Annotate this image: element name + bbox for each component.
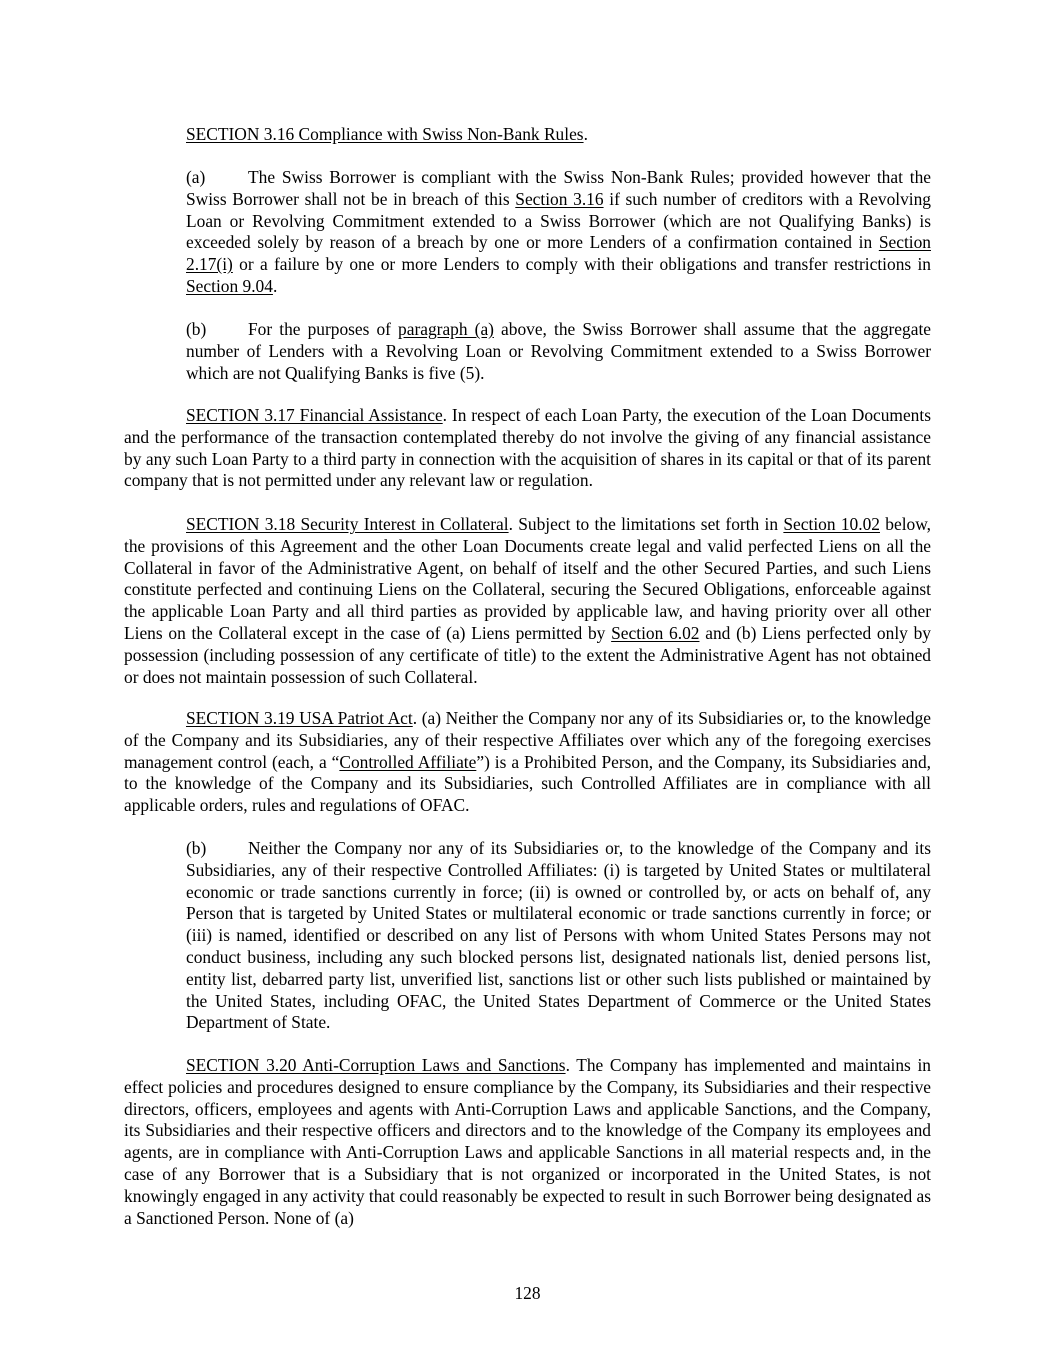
body-text: . Subject to the limitations set forth in — [508, 514, 784, 534]
body-text: . The Company has implemented and maintains in effect policies and procedures designed to ensure compliance by the Company, its Subsidiaries and their respective directors, officers, employees and agents with Anti-Corruption Laws and applicable Sanctions, and the Company, its Subsidiaries and their respective officers and directors and to the knowledge of the Company its employees and agents, are in compliance with Anti-Corruption Laws and applicable Sanctions in all material respects and, in the case of any Borrower that is a Subsidiary that is not organized or incorporated in the United States, is not knowingly engaged in any activity that could reasonably be expected to result in such Borrower being designated as a Sanctioned Person. None of (a) — [124, 1055, 931, 1228]
section-3-16-paragraph-b — [186, 319, 931, 384]
body-text: above, the Swiss Borrower shall assume that the aggregate number of Lenders with a Revolving Loan or Revolving Commitment extended to a Swiss Borrower which are not Qualifying Banks is five (5). — [186, 319, 931, 383]
body-text: Neither the Company nor any of its Subsidiaries or, to the knowledge of the Company and its Subsidiaries, any of their respective Controlled Affiliates: (i) is targeted by United States or multilateral economic or trade sanctions currently in force; (ii) is owned or controlled by, or acts on behalf of, any Person that is targeted by United States or multilateral economic or trade sanctions currently in force; or (iii) is named, identified or described on any list of Persons with whom United States Persons may not conduct business, including any such blocked persons list, designated nationals list, denied persons list, entity list, debarred party list, unverified list, sanctions list or other such lists published or maintained by the United States, including OFAC, the United States Department of Commerce or the United States Department of State. — [186, 838, 931, 1033]
body-text: or a failure by one or more Lenders to comply with their obligations and transfer restrictions in — [232, 254, 931, 275]
cross-reference: SECTION 3.16 Compliance with Swiss Non-Bank Rules — [186, 124, 584, 144]
body-text: if such number of creditors with a Revolving Loan or Revolving Commitment extended to a Swiss Borrower (which are not Qualifying Banks) is exceeded solely by reason of a breach by one or more Lenders of a confirmation contained in — [186, 188, 932, 253]
cross-reference: paragraph (a) — [398, 319, 494, 339]
body-text: and (b) Liens perfected only by possession (including possession of any certificate of title) to the extent the Administrative Agent has not obtained or does not maintain possession of such Collateral. — [124, 622, 931, 687]
body-text: . — [272, 275, 278, 296]
section-3-16-paragraph-a — [186, 167, 931, 298]
cross-reference: Section 6.02 — [611, 622, 700, 643]
section-3-17-paragraph — [124, 405, 931, 492]
list-label: (b) — [186, 319, 207, 339]
cross-reference: SECTION 3.17 Financial Assistance — [186, 405, 443, 425]
body-text: For the purposes of — [248, 319, 399, 339]
cross-reference: SECTION 3.19 USA Patriot Act — [186, 708, 413, 728]
cross-reference: SECTION 3.20 Anti-Corruption Laws and Sanctions — [186, 1055, 566, 1075]
cross-reference: Section 10.02 — [783, 514, 880, 534]
cross-reference: SECTION 3.18 Security Interest in Collateral — [186, 514, 509, 534]
section-3-20-paragraph — [124, 1055, 931, 1229]
cross-reference: Section 9.04 — [186, 275, 273, 296]
body-text: The Swiss Borrower is compliant with the Swiss Non-Bank Rules; provided however that the Swiss Borrower shall not be in breach of this — [186, 167, 931, 209]
section-3-19-paragraph-a — [124, 708, 931, 817]
body-text: . In respect of each Loan Party, the execution of the Loan Documents and the performance of the transaction contemplated thereby do not involve the giving of any financial assistance by any such Loan Party to a third party in connection with the acquisition of shares in its capital or that of its parent company that is not permitted under any relevant law or regulation. — [124, 405, 931, 491]
list-label: (b) — [186, 838, 207, 858]
page-number: 128 — [514, 1283, 541, 1303]
list-label: (a) — [186, 167, 206, 187]
cross-reference: Section 2.17(i) — [186, 232, 931, 275]
section-3-16-heading — [186, 124, 931, 146]
cross-reference: Controlled Affiliate — [339, 751, 477, 772]
cross-reference: Section 3.16 — [515, 188, 604, 209]
body-text: . (a) Neither the Company nor any of its Subsidiaries or, to the knowledge of the Company and its Subsidiaries, any of their respective Affiliates over which any of the foregoing exercises management control (each, a “ — [124, 708, 931, 772]
section-3-18-paragraph — [124, 514, 931, 688]
body-text: ”) is a Prohibited Person, and the Company, its Subsidiaries and, to the knowledge of the Company and its Subsidiaries, such Controlled Affiliates are in compliance with all applicable orders, rules and regulations of OFAC. — [124, 751, 931, 816]
section-3-19-paragraph-b — [186, 838, 931, 1034]
body-text: . — [583, 124, 588, 144]
body-text: below, the provisions of this Agreement and the other Loan Documents create legal and valid perfected Liens on all the Collateral in favor of the Administrative Agent, on behalf of itself and the other Secured Parties, and such Liens constitute perfected and continuing Liens on the Collateral, securing the Secured Obligations, enforceable against the applicable Loan Party and all third parties as provided by applicable law, and having priority over all other Liens on the Collateral except in the case of (a) Liens permitted by — [124, 514, 932, 643]
